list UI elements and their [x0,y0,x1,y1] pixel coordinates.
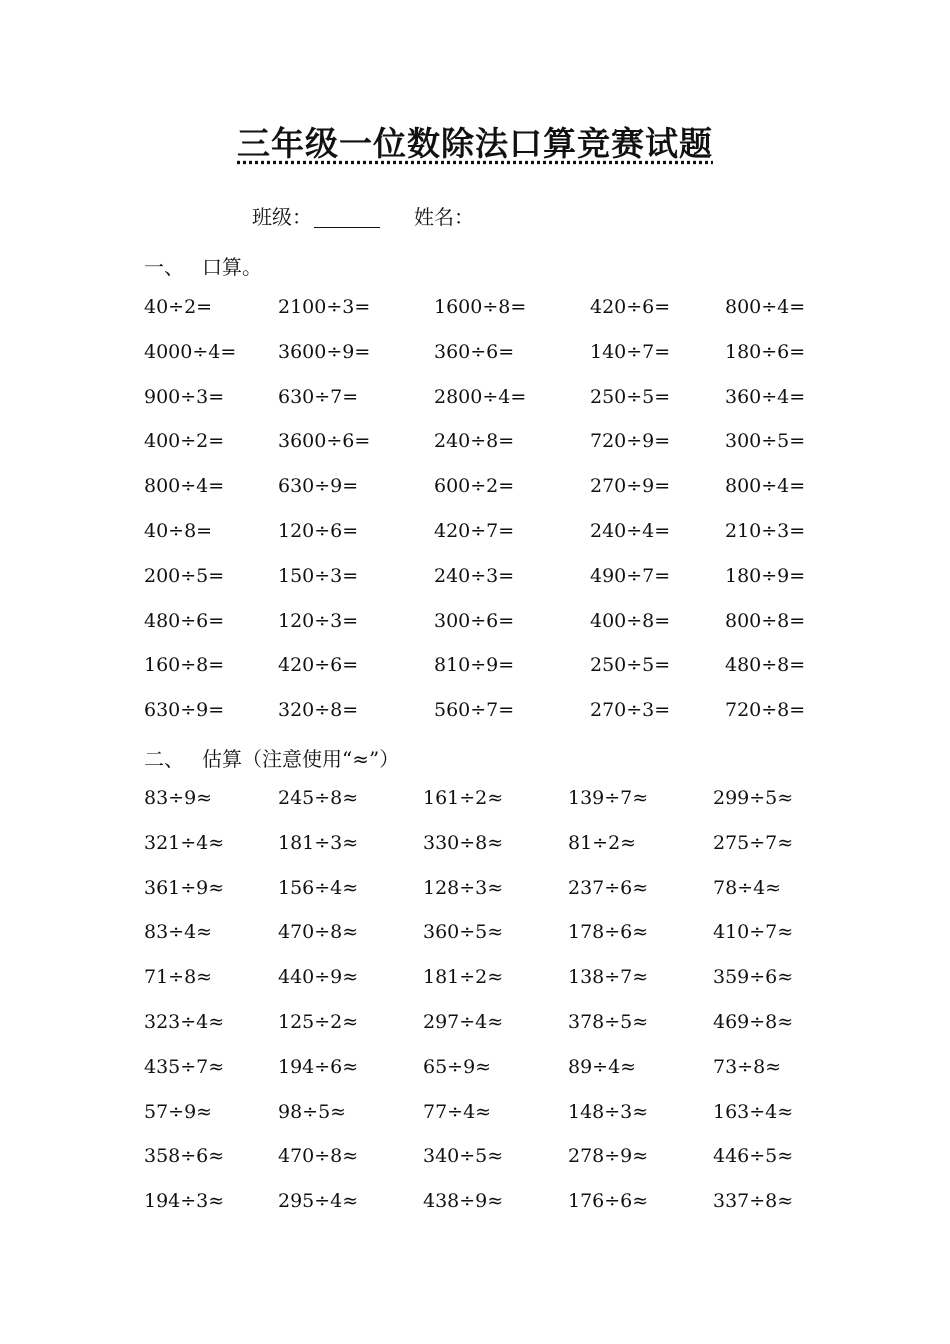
problem-item: 240÷8= [434,430,515,453]
problem-item: 378÷5≈ [568,1010,649,1033]
section-2-title: 估算（注意使用“≈”） [202,747,400,771]
problem-item: 98÷5≈ [278,1100,347,1123]
problem-item: 630÷9= [144,699,225,722]
problem-item: 321÷4≈ [144,831,225,854]
problem-item: 140÷7= [590,340,671,363]
problem-item: 148÷3≈ [568,1100,649,1123]
problem-item: 270÷9= [590,475,671,498]
problem-item: 358÷6≈ [144,1145,225,1168]
class-label: 班级： [252,205,312,229]
section-1-number: 一、 [144,255,184,279]
problem-item: 40÷2= [144,296,213,318]
problem-item: 138÷7≈ [568,966,649,989]
problem-item: 275÷7≈ [713,831,794,854]
problem-item: 400÷8= [590,609,671,632]
problem-item: 630÷9= [278,475,359,498]
problem-item: 469÷8≈ [713,1010,794,1033]
problem-item: 340÷5≈ [423,1145,504,1168]
problem-item: 250÷5= [590,385,671,408]
problem-item: 120÷6= [278,519,359,542]
problem-item: 720÷8= [725,699,806,722]
problem-item: 300÷6= [434,609,515,632]
problem-item: 359÷6≈ [713,966,794,989]
problem-item: 320÷8= [278,699,359,722]
problem-item: 1600÷8= [434,296,527,318]
problem-item: 810÷9= [434,654,515,677]
problem-item: 81÷2≈ [568,831,637,854]
problem-item: 240÷3= [434,564,515,587]
section-2-heading [144,743,399,772]
section-1-title: 口算。 [202,255,262,279]
problem-item: 180÷9= [725,564,806,587]
problem-item: 360÷5≈ [423,921,504,944]
problem-item: 299÷5≈ [713,787,794,809]
problem-item: 800÷4= [144,475,225,498]
problem-item: 278÷9≈ [568,1145,649,1168]
problem-item: 360÷6= [434,340,515,363]
problem-item: 630÷7= [278,385,359,408]
problem-item: 2800÷4= [434,385,527,408]
problem-item: 78÷4≈ [713,876,782,899]
problem-item: 420÷6= [590,296,671,318]
problem-item: 194÷3≈ [144,1190,225,1213]
problem-item: 480÷8= [725,654,806,677]
problem-item: 65÷9≈ [423,1055,492,1078]
problem-item: 446÷5≈ [713,1145,794,1168]
problem-item: 400÷2= [144,430,225,453]
problem-item: 410÷7≈ [713,921,794,944]
problem-item: 73÷8≈ [713,1055,782,1078]
class-blank [314,207,380,228]
problem-item: 297÷4≈ [423,1010,504,1033]
problem-item: 128÷3≈ [423,876,504,899]
problem-item: 180÷6= [725,340,806,363]
problem-item: 160÷8= [144,654,225,677]
problem-item: 420÷7= [434,519,515,542]
problem-item: 150÷3= [278,564,359,587]
problem-item: 560÷7= [434,699,515,722]
problem-item: 181÷3≈ [278,831,359,854]
problem-item: 270÷3= [590,699,671,722]
problem-item: 490÷7= [590,564,671,587]
problem-item: 337÷8≈ [713,1190,794,1213]
problem-item: 720÷9= [590,430,671,453]
problem-item: 245÷8≈ [278,787,359,809]
problem-item: 438÷9≈ [423,1190,504,1213]
problem-item: 194÷6≈ [278,1055,359,1078]
problem-item: 295÷4≈ [278,1190,359,1213]
problem-item: 77÷4≈ [423,1100,492,1123]
page-title: 三年级一位数除法口算竞赛试题 [237,124,713,163]
problem-item: 156÷4≈ [278,876,359,899]
problem-item: 89÷4≈ [568,1055,637,1078]
problem-item: 360÷4= [725,385,806,408]
problem-item: 800÷4= [725,296,806,318]
problem-item: 240÷4= [590,519,671,542]
problem-item: 139÷7≈ [568,787,649,809]
problem-item: 900÷3= [144,385,225,408]
problem-item: 125÷2≈ [278,1010,359,1033]
problem-item: 83÷4≈ [144,921,213,944]
problem-item: 83÷9≈ [144,787,213,809]
problem-item: 250÷5= [590,654,671,677]
problem-item: 2100÷3= [278,296,371,318]
problem-item: 361÷9≈ [144,876,225,899]
problem-item: 3600÷9= [278,340,371,363]
problem-item: 163÷4≈ [713,1100,794,1123]
section-2-number: 二、 [144,747,184,771]
problem-item: 300÷5= [725,430,806,453]
problem-item: 181÷2≈ [423,966,504,989]
problem-item: 470÷8≈ [278,921,359,944]
problem-item: 4000÷4= [144,340,237,363]
problem-item: 40÷8= [144,519,213,542]
problem-item: 470÷8≈ [278,1145,359,1168]
problem-item: 120÷3= [278,609,359,632]
problem-item: 71÷8≈ [144,966,213,989]
student-info [252,201,474,230]
section-1-heading [144,251,262,280]
problem-item: 323÷4≈ [144,1010,225,1033]
problem-item: 440÷9≈ [278,966,359,989]
problem-item: 800÷4= [725,475,806,498]
problem-item: 200÷5= [144,564,225,587]
problem-item: 600÷2= [434,475,515,498]
problem-item: 800÷8= [725,609,806,632]
problem-item: 3600÷6= [278,430,371,453]
problem-item: 176÷6≈ [568,1190,649,1213]
problem-item: 210÷3= [725,519,806,542]
problem-item: 57÷9≈ [144,1100,213,1123]
problem-item: 480÷6= [144,609,225,632]
problem-item: 330÷8≈ [423,831,504,854]
problem-item: 237÷6≈ [568,876,649,899]
problem-item: 435÷7≈ [144,1055,225,1078]
problem-item: 161÷2≈ [423,787,504,809]
problem-item: 178÷6≈ [568,921,649,944]
problem-item: 420÷6= [278,654,359,677]
name-label: 姓名： [414,205,474,229]
